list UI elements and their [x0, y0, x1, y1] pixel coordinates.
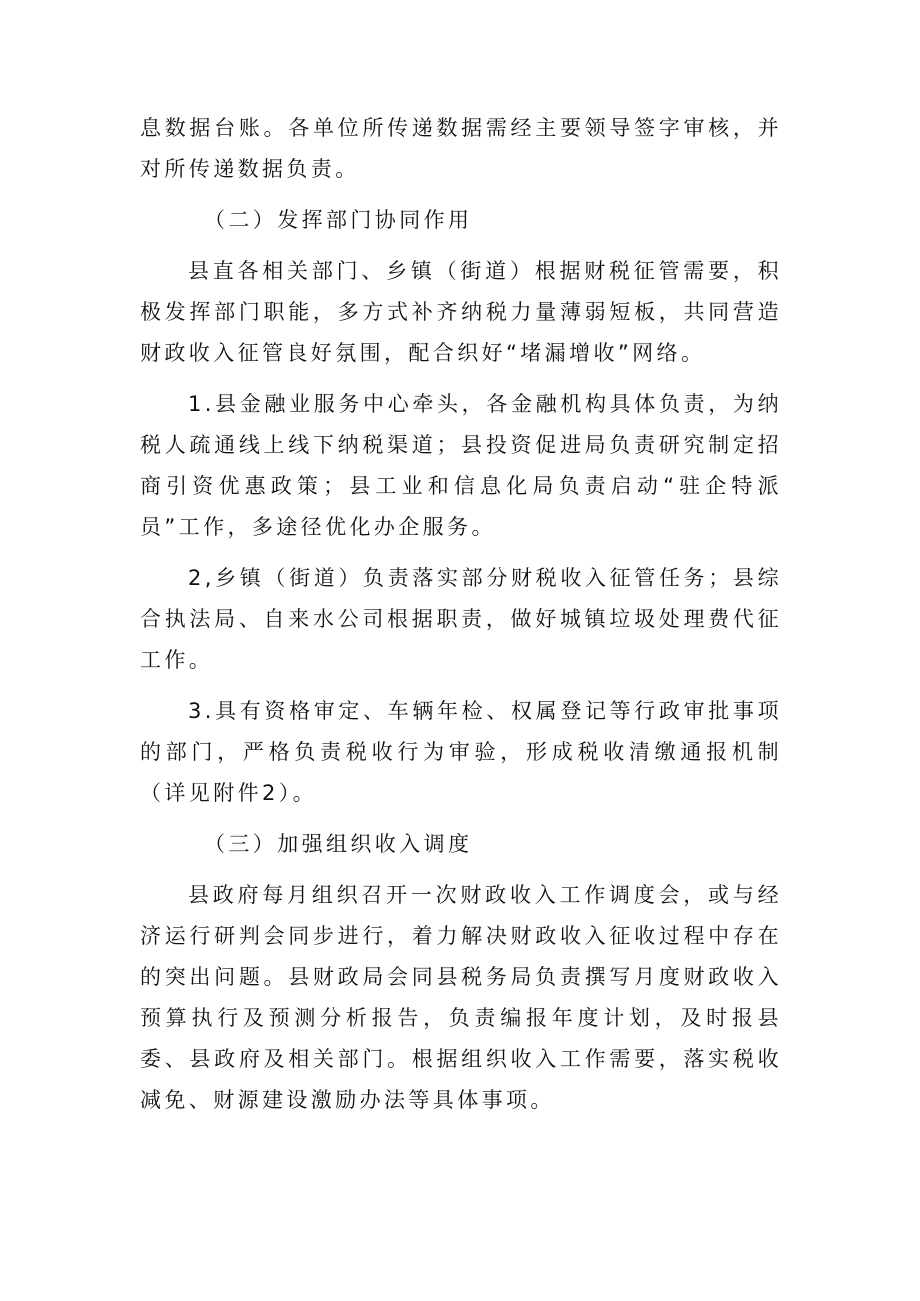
document-body	[140, 108, 782, 1131]
list-item-1: 1.县金融业服务中心牵头，各金融机构具体负责，为纳税人疏通线上线下纳税渠道；县投资促进局负责研究制定招商引资优惠政策；县工业和信息化局负责启动“驻企特派员”工作，多途径优化办企服务。	[140, 392, 782, 539]
paragraph-departments: 县直各相关部门、乡镇（街道）根据财税征管需要，积极发挥部门职能，多方式补齐纳税力量薄弱短板，共同营造财政收入征管良好氛围，配合织好“堵漏增收”网络。	[140, 259, 782, 365]
paragraph-scheduling: 县政府每月组织召开一次财政收入工作调度会，或与经济运行研判会同步进行，着力解决财政收入征收过程中存在的突出问题。县财政局会同县税务局负责撰写月度财政收入预算执行及预测分析报告，负责编报年度计划，及时报县委、县政府及相关部门。根据组织收入工作需要，落实税收减免、财源建设激励办法等具体事项。	[140, 883, 782, 1112]
section-heading-2: （二）发挥部门协同作用	[204, 208, 473, 232]
list-item-3: 3.具有资格审定、车辆年检、权属登记等行政审批事项的部门，严格负责税收行为审验，形成税收清缴通报机制（详见附件2）。	[140, 699, 782, 805]
section-heading-3: （三）加强组织收入调度	[204, 832, 473, 856]
paragraph-continuation: 息数据台账。各单位所传递数据需经主要领导签字审核，并对所传递数据负责。	[140, 116, 782, 181]
list-item-2: 2,乡镇（街道）负责落实部分财税收入征管任务；县综合执法局、自来水公司根据职责，做好城镇垃圾处理费代征工作。	[140, 566, 782, 672]
